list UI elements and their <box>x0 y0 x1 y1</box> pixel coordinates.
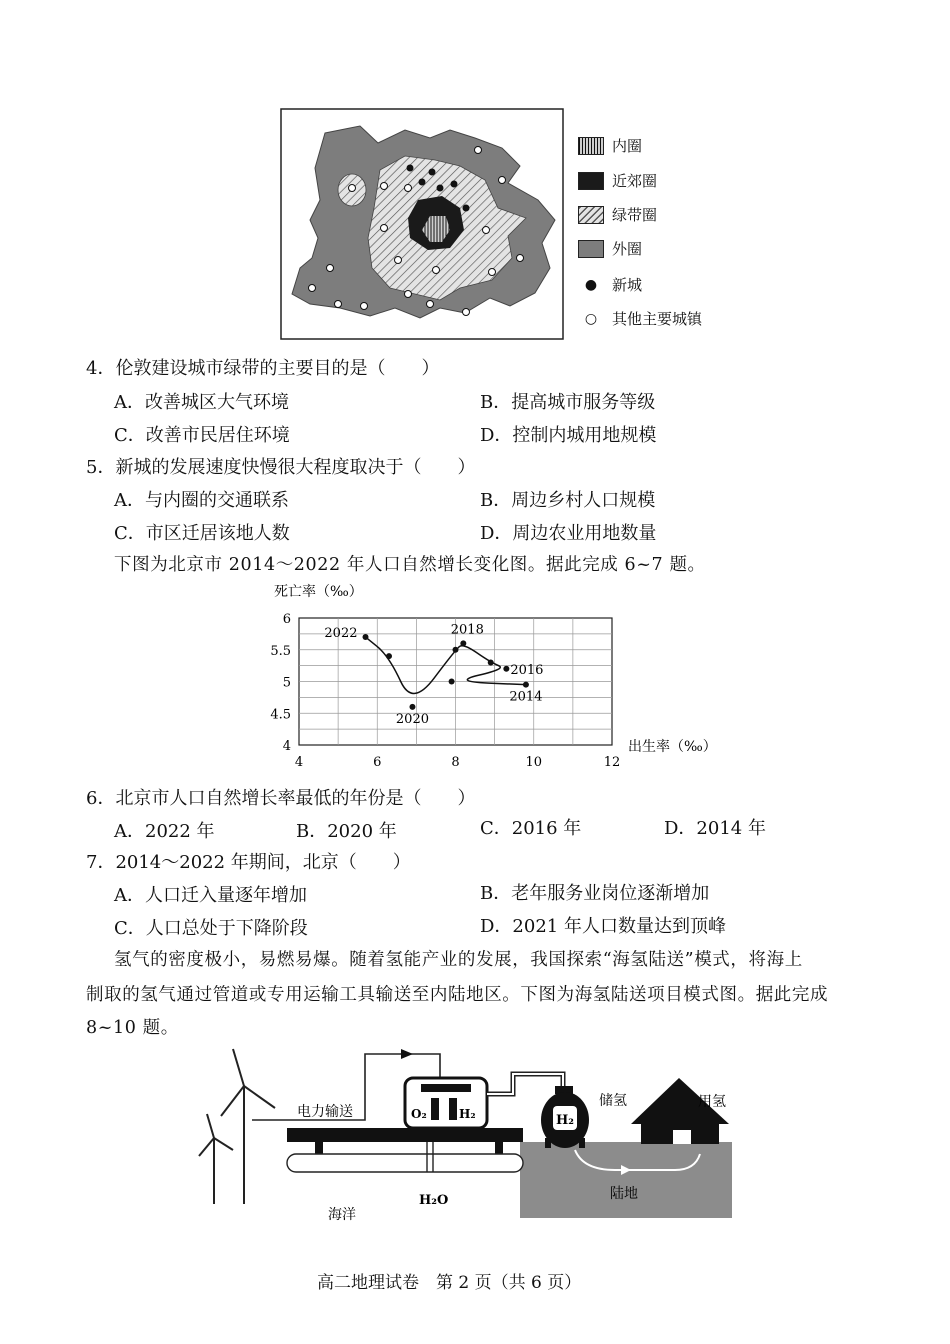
data-point <box>503 666 509 672</box>
data-point <box>363 634 369 640</box>
q7-option-a[interactable]: A．人口迁入量逐年增加 <box>114 885 307 906</box>
london-map <box>280 108 564 340</box>
question-4: 4．伦敦建设城市绿带的主要目的是（ ） <box>86 358 440 379</box>
y-tick-label: 4 <box>282 739 291 754</box>
q4-option-a[interactable]: A．改善城区大气环境 <box>114 392 289 413</box>
q4-option-c[interactable]: C．改善市民居住环境 <box>114 425 290 446</box>
underwater-pipe <box>287 1154 523 1172</box>
y-tick-label: 5 <box>282 675 291 691</box>
q6-option-d[interactable]: D．2014 年 <box>664 818 766 839</box>
data-label: 2020 <box>395 711 430 727</box>
legend-outer: 外圈 <box>578 238 642 259</box>
legend-near: 近郊圈 <box>578 170 657 191</box>
h2-label: H₂ <box>459 1107 476 1121</box>
data-point <box>488 659 494 665</box>
data-point <box>523 682 529 688</box>
question-6: 6．北京市人口自然增长率最低的年份是（ ） <box>86 788 476 809</box>
x-axis-label: 出生率（‰） <box>628 739 717 755</box>
legend-green: 绿带圈 <box>578 204 657 225</box>
map-legend <box>578 135 718 335</box>
hydrogen-diagram <box>195 1046 740 1226</box>
x-tick-label: 8 <box>451 755 460 770</box>
storage-label: 储氢 <box>599 1093 627 1109</box>
y-axis-label: 死亡率（‰） <box>274 584 363 600</box>
h2o-label: H₂O <box>419 1193 449 1208</box>
q5-option-d[interactable]: D．周边农业用地数量 <box>480 523 657 544</box>
data-point <box>453 647 459 653</box>
q6-option-a[interactable]: A．2022 年 <box>114 821 215 842</box>
y-tick-label: 6 <box>282 612 291 627</box>
question-7: 7．2014～2022 年期间，北京（ ） <box>86 852 411 873</box>
land-block <box>520 1142 732 1218</box>
data-point <box>409 704 415 710</box>
o2-label: O₂ <box>411 1107 427 1121</box>
legend-inner: 内圈 <box>578 135 642 156</box>
series-line <box>366 637 526 693</box>
q4-option-b[interactable]: B．提高城市服务等级 <box>480 392 656 413</box>
question-5: 5．新城的发展速度快慢很大程度取决于（ ） <box>86 457 476 478</box>
intro-8-10-line1: 氢气的密度极小，易燃易爆。随着氢能产业的发展，我国探索“海氢陆送”模式，将海上 <box>114 950 803 970</box>
platform-deck <box>287 1128 523 1142</box>
q6-option-c[interactable]: C．2016 年 <box>480 818 582 839</box>
x-tick-label: 4 <box>294 755 304 770</box>
intro-8-10-line3: 8~10 题。 <box>86 1018 179 1038</box>
x-tick-label: 6 <box>373 755 382 770</box>
tank-h2-label: H₂ <box>556 1113 574 1128</box>
data-label: 2022 <box>324 626 358 642</box>
land-label: 陆地 <box>610 1186 638 1202</box>
x-tick-label: 10 <box>525 755 543 770</box>
q5-option-c[interactable]: C．市区迁居该地人数 <box>114 523 290 544</box>
legend-newtown: ● 新城 <box>584 276 643 294</box>
data-point <box>386 653 392 659</box>
data-label: 2018 <box>450 622 484 638</box>
ocean-label: 海洋 <box>328 1207 356 1223</box>
data-point <box>449 679 455 685</box>
q5-option-b[interactable]: B．周边乡村人口规模 <box>480 490 656 511</box>
intro-6-7: 下图为北京市 2014～2022 年人口自然增长变化图。据此完成 6~7 题。 <box>114 555 706 575</box>
wind-turbine-icon <box>199 1049 275 1204</box>
legend-towns: ○ 其他主要城镇 <box>584 310 703 328</box>
q4-option-d[interactable]: D．控制内城用地规模 <box>480 425 657 446</box>
population-chart <box>262 578 732 774</box>
use-label: 用氢 <box>698 1094 726 1110</box>
q7-option-c[interactable]: C．人口总处于下降阶段 <box>114 918 308 939</box>
power-label: 电力输送 <box>297 1104 353 1120</box>
x-tick-label: 12 <box>603 755 621 770</box>
q5-option-a[interactable]: A．与内圈的交通联系 <box>114 490 289 511</box>
data-label: 2014 <box>509 689 543 705</box>
y-tick-label: 4.5 <box>270 707 291 723</box>
q6-option-b[interactable]: B．2020 年 <box>296 821 397 842</box>
data-label: 2016 <box>510 662 544 678</box>
q7-option-d[interactable]: D．2021 年人口数量达到顶峰 <box>480 916 726 937</box>
page-footer: 高二地理试卷 第 2 页（共 6 页） <box>317 1273 582 1293</box>
transfer-pipe <box>487 1074 563 1094</box>
y-tick-label: 5.5 <box>270 643 291 659</box>
q7-option-b[interactable]: B．老年服务业岗位逐渐增加 <box>480 883 710 904</box>
data-point <box>460 640 466 646</box>
intro-8-10-line2: 制取的氢气通过管道或专用运输工具输送至内陆地区。下图为海氢陆送项目模式图。据此完成 <box>86 985 829 1005</box>
